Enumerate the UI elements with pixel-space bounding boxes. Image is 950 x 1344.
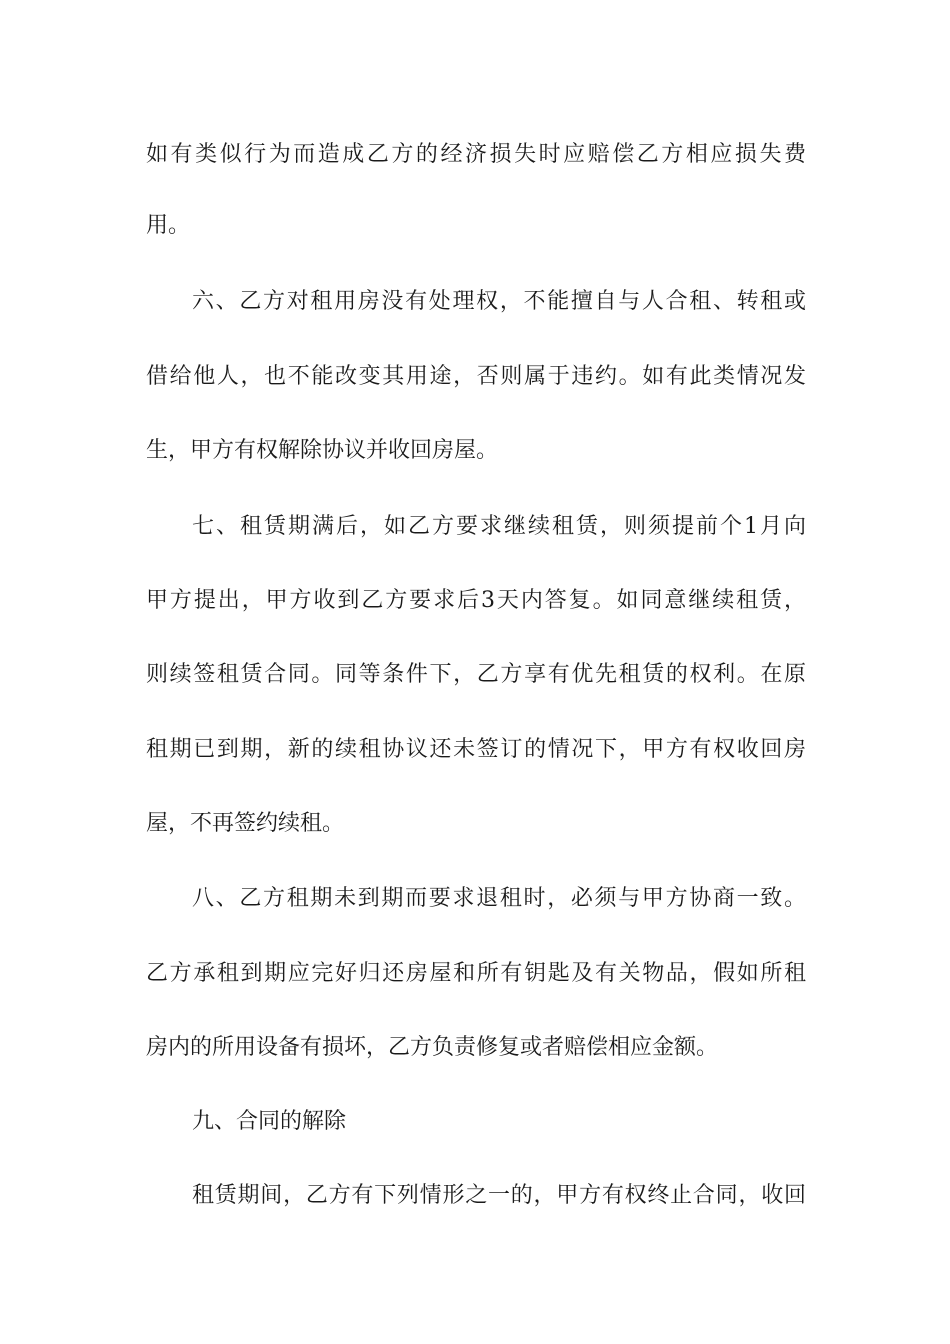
body-line: 用。 [146, 213, 191, 238]
body-line: 乙方承租到期应完好归还房屋和所有钥匙及有关物品，假如所租 [146, 961, 806, 986]
clause-6-heading-line: 六、乙方对租用房没有处理权，不能擅自与人合租、转租或 [192, 289, 806, 314]
body-line: 房内的所用设备有损坏，乙方负责修复或者赔偿相应金额。 [146, 1035, 719, 1060]
body-line: 借给他人，也不能改变其用途，否则属于违约。如有此类情况发 [146, 364, 806, 389]
body-line: 甲方提出，甲方收到乙方要求后3天内答复。如同意继续租赁， [146, 588, 806, 613]
body-line: 则续签租赁合同。同等条件下，乙方享有优先租赁的权利。在原 [146, 662, 806, 687]
body-line: 生，甲方有权解除协议并收回房屋。 [146, 438, 499, 463]
clause-7-heading-line: 七、租赁期满后，如乙方要求继续租赁，则须提前个1月向 [192, 514, 806, 539]
body-line: 屋，不再签约续租。 [146, 811, 345, 836]
body-line: 如有类似行为而造成乙方的经济损失时应赔偿乙方相应损失费 [146, 142, 806, 167]
body-line: 租赁期间，乙方有下列情形之一的，甲方有权终止合同，收回 [192, 1183, 806, 1208]
body-line: 租期已到期，新的续租协议还未签订的情况下，甲方有权收回房 [146, 737, 806, 762]
clause-9-heading: 九、合同的解除 [192, 1109, 347, 1134]
clause-8-heading-line: 八、乙方租期未到期而要求退租时，必须与甲方协商一致。 [192, 886, 806, 911]
